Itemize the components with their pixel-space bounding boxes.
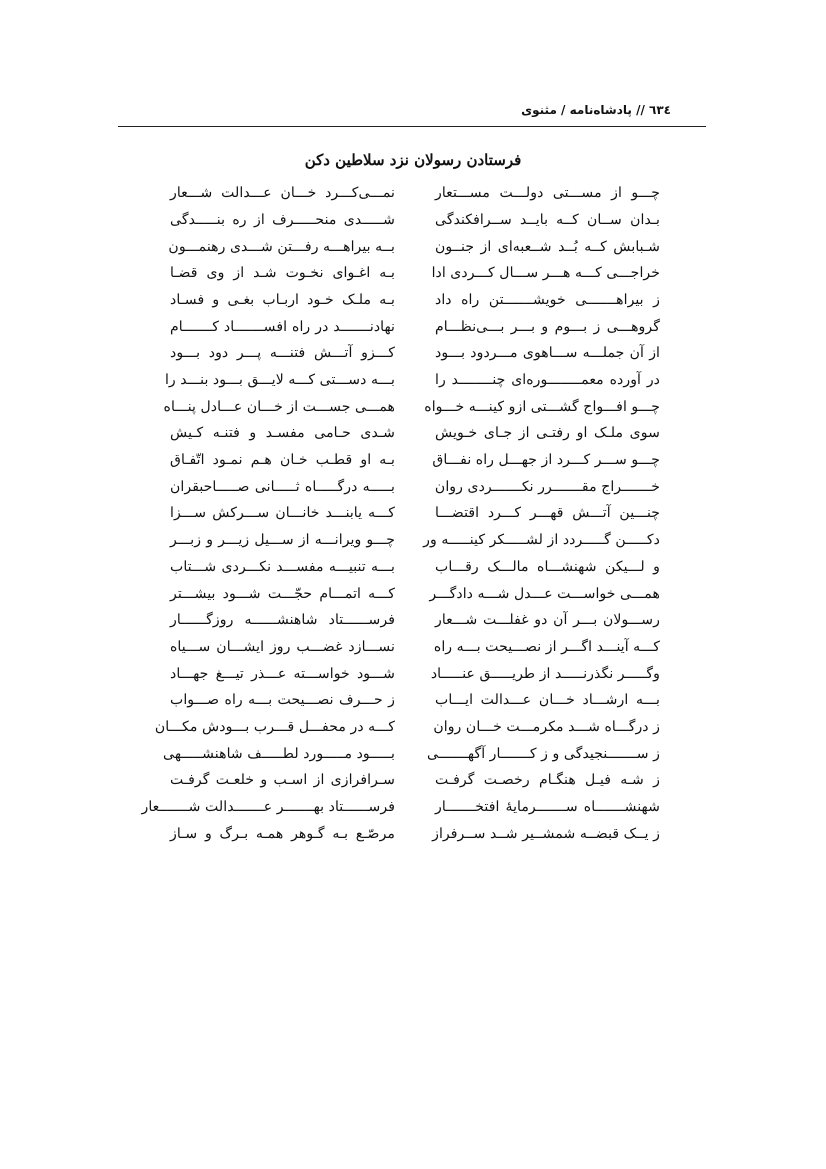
couplet <box>170 607 660 634</box>
hemistich-first: همـــی خواســـت عـــدل شـــه دادگـــر <box>429 585 660 602</box>
hemistich-first: و لـــیکن شهنشـــاه مالـــک رقـــاب <box>435 558 660 575</box>
poem <box>141 180 660 847</box>
hemistich-first: ز ســـــــنجیدگی و ز کـــــــار آگهـــــــی <box>426 745 660 762</box>
hemistich-second: کـــزو آتـــش فتنـــه پـــر دود بـــود <box>170 345 395 362</box>
couplet <box>170 180 660 207</box>
hemistich-first: بـدان ســان کــه بایــد ســرافکندگی <box>435 211 660 228</box>
couplet <box>170 580 660 607</box>
hemistich-second: بـه او قطـب خـان هـم نمـود اتّفـاق <box>170 452 395 469</box>
hemistich-second: بـــــه درگـــــاه ثـــــانی صـــــاحبقران <box>170 478 395 495</box>
couplet <box>170 767 660 794</box>
couplet <box>170 687 660 714</box>
hemistich-first: چنـــین آتـــش قهـــر کـــرد اقتضـــا <box>435 505 660 522</box>
hemistich-first: خراجـــی کـــه هـــر ســـال کـــردی ادا <box>431 265 660 282</box>
hemistich-second: شـــــدی منحـــــرف از ره بنـــــدگی <box>170 211 395 228</box>
hemistich-second: شـــود خواســـته عـــذر تیـــغ جهـــاد <box>170 665 395 682</box>
couplet <box>170 634 660 661</box>
hemistich-second: مرصّـع بـه گـوهر همـه بـرگ و سـاز <box>170 825 395 842</box>
couplet <box>170 260 660 287</box>
couplet <box>170 500 660 527</box>
hemistich-second: کـــه اتمـــام حجّـــت شـــود بیشـــتر <box>170 585 395 602</box>
couplet <box>170 474 660 501</box>
hemistich-first: چـــو از مســـتی دولـــت مســـتعار <box>435 185 660 202</box>
hemistich-second: بـــه دســـتی کـــه لایـــق بـــود بنـــد را <box>164 372 395 389</box>
hemistich-second: نســـازد غضـــب روز ایشـــان ســـیاه <box>170 638 395 655</box>
couplet <box>170 313 660 340</box>
hemistich-first: شهنشـــــــاه ســـــــرمایهٔ افتخـــــــار <box>435 799 660 816</box>
hemistich-first: ز بیراهـــــــی خویشـــــــتن راه داد <box>435 291 660 308</box>
hemistich-second: همـــی جســـت از خـــان عـــادل پنـــاه <box>163 398 395 415</box>
hemistich-second: شـدی حـامی مفسـد و فتنـه کـیش <box>170 425 395 442</box>
couplet <box>154 714 660 741</box>
couplet <box>170 287 660 314</box>
hemistich-first: چـــو ســـر کـــرد از جهـــل راه نفـــاق <box>432 452 660 469</box>
couplet <box>170 233 660 260</box>
hemistich-second: سـرافرازی از اسـب و خلعـت گرفـت <box>170 772 395 789</box>
couplet <box>170 207 660 234</box>
hemistich-first: سوی ملـک او رفتـی از جـای خـویش <box>435 425 660 442</box>
hemistich-second: بـه اغـوای نخـوت شـد از وی قضـا <box>170 265 395 282</box>
hemistich-second: بـه ملـک خـود اربـاب بغـی و فسـاد <box>170 291 395 308</box>
couplet <box>170 554 660 581</box>
hemistich-second: فرســــــتاد بهـــــــر عـــــــدالت شـــــــعار <box>141 799 395 816</box>
running-header: ٦٣٤ // پادشاه‌نامه / مثنوی <box>521 103 671 117</box>
couplet <box>164 367 660 394</box>
header-rule <box>118 126 706 127</box>
hemistich-first: ز یــک قبضــه شمشــیر شــد ســرفراز <box>432 825 660 842</box>
couplet <box>170 447 660 474</box>
hemistich-first: کـــه آینـــد اگـــر از نصـــیحت بـــه راه <box>433 638 660 655</box>
hemistich-first: رســـولان بـــر آن دو غفلـــت شـــعار <box>435 612 660 629</box>
couplet <box>170 821 660 848</box>
couplet <box>170 527 660 554</box>
couplet <box>170 660 660 687</box>
hemistich-second: چـــو ویرانـــه از ســـیل زیـــر و زبـــر <box>170 532 395 549</box>
hemistich-first: گروهـــی ز بـــوم و بـــر بـــی‌نظـــام <box>435 318 660 335</box>
hemistich-second: نمـــی‌کـــرد خـــان عـــدالت شـــعار <box>170 185 395 202</box>
hemistich-second: ز حـــرف نصـــیحت بـــه راه صـــواب <box>170 692 395 709</box>
hemistich-first: شـبابش کــه بُــد شــعبه‌ای از جنــون <box>435 238 660 255</box>
hemistich-first: دکـــــن گـــــردد از لشـــــکر کینـــــه ور <box>423 532 660 549</box>
hemistich-second: بـــــود مـــــورد لطـــــف شاهنشـــــهی <box>163 745 395 762</box>
couplet <box>170 340 660 367</box>
hemistich-second: کـــه در محفـــل قـــرب بـــودش مکـــان <box>154 718 395 735</box>
hemistich-second: بــه بیراهـــه رفـــتن شـــدی رهنمـــون <box>168 238 395 255</box>
hemistich-first: وگـــــر نگذرنـــــد از طریـــــق عنـــــاد <box>430 665 660 682</box>
section-title: فرستادن رسولان نزد سلاطین دکن <box>304 151 522 169</box>
hemistich-first: در آورده معمــــــــوره‌ای چنــــــــد را <box>435 372 660 389</box>
hemistich-second: فرســــــتاد شاهنشــــــه روزگــــــار <box>170 612 395 629</box>
hemistich-first: ز شـه فیـل هنگـام رخصـت گرفـت <box>435 772 660 789</box>
hemistich-second: بـــه تنبیـــه مفســـد نکـــردی شـــتاب <box>170 558 395 575</box>
hemistich-second: کـــه یابنـــد خانـــان ســـرکش ســـزا <box>170 505 395 522</box>
couplet <box>163 740 660 767</box>
hemistich-second: نهادنـــــــد در راه افســـــــاد کـــــــام <box>170 318 395 335</box>
hemistich-first: چـــو افـــواج گشـــتی ازو کینـــه خـــواه <box>424 398 660 415</box>
couplet <box>163 394 660 421</box>
couplet <box>141 794 660 821</box>
couplet <box>170 420 660 447</box>
hemistich-first: خـــــــراج مقـــــــرر نکـــــــردی روان <box>434 478 660 495</box>
hemistich-first: از آن جملـــه ســـاهوی مـــردود بـــود <box>435 345 660 362</box>
hemistich-first: ز درگـــاه شـــد مکرمـــت خـــان روان <box>433 718 660 735</box>
hemistich-first: بـــه ارشـــاد خـــان عـــدالت ایـــاب <box>435 692 660 709</box>
